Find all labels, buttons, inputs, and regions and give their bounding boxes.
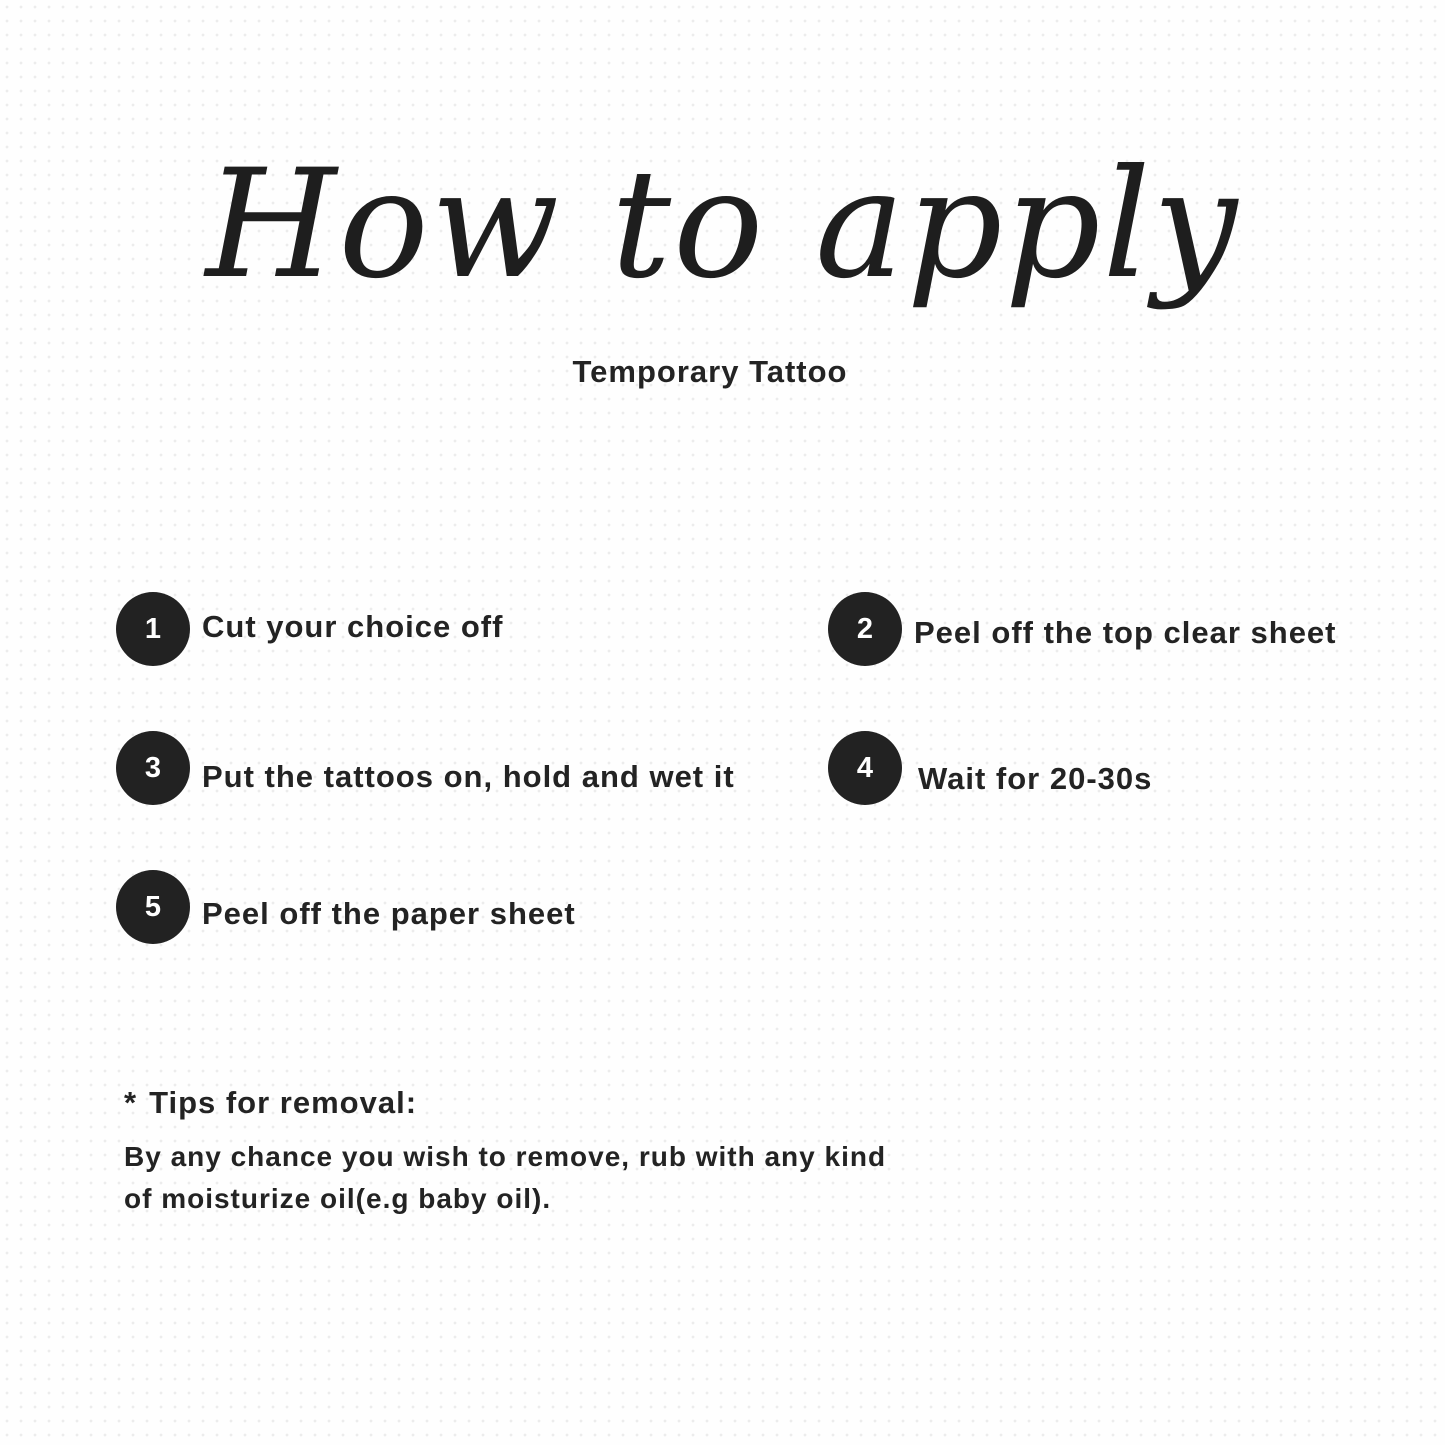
step-number-badge: 4 [828, 731, 902, 805]
step-text: Peel off the paper sheet [202, 896, 576, 931]
step-text: Wait for 20-30s [918, 761, 1153, 796]
page-subtitle: Temporary Tattoo [572, 354, 848, 389]
tips-body: By any chance you wish to remove, rub with any kind of moisturize oil(e.g baby oil). [124, 1141, 887, 1214]
step-text: Put the tattoos on, hold and wet it [202, 759, 735, 794]
asterisk-marker: * [124, 1085, 138, 1120]
step-number-badge: 5 [116, 870, 190, 944]
step-text: Peel off the top clear sheet [914, 615, 1337, 650]
tips-heading [124, 1085, 417, 1121]
page-title: How to apply [205, 138, 1240, 312]
step-number-badge: 2 [828, 592, 902, 666]
tips-heading-label: Tips for removal: [149, 1085, 418, 1120]
step-number-badge: 1 [116, 592, 190, 666]
step-text: Cut your choice off [202, 609, 504, 644]
step-number-badge: 3 [116, 731, 190, 805]
